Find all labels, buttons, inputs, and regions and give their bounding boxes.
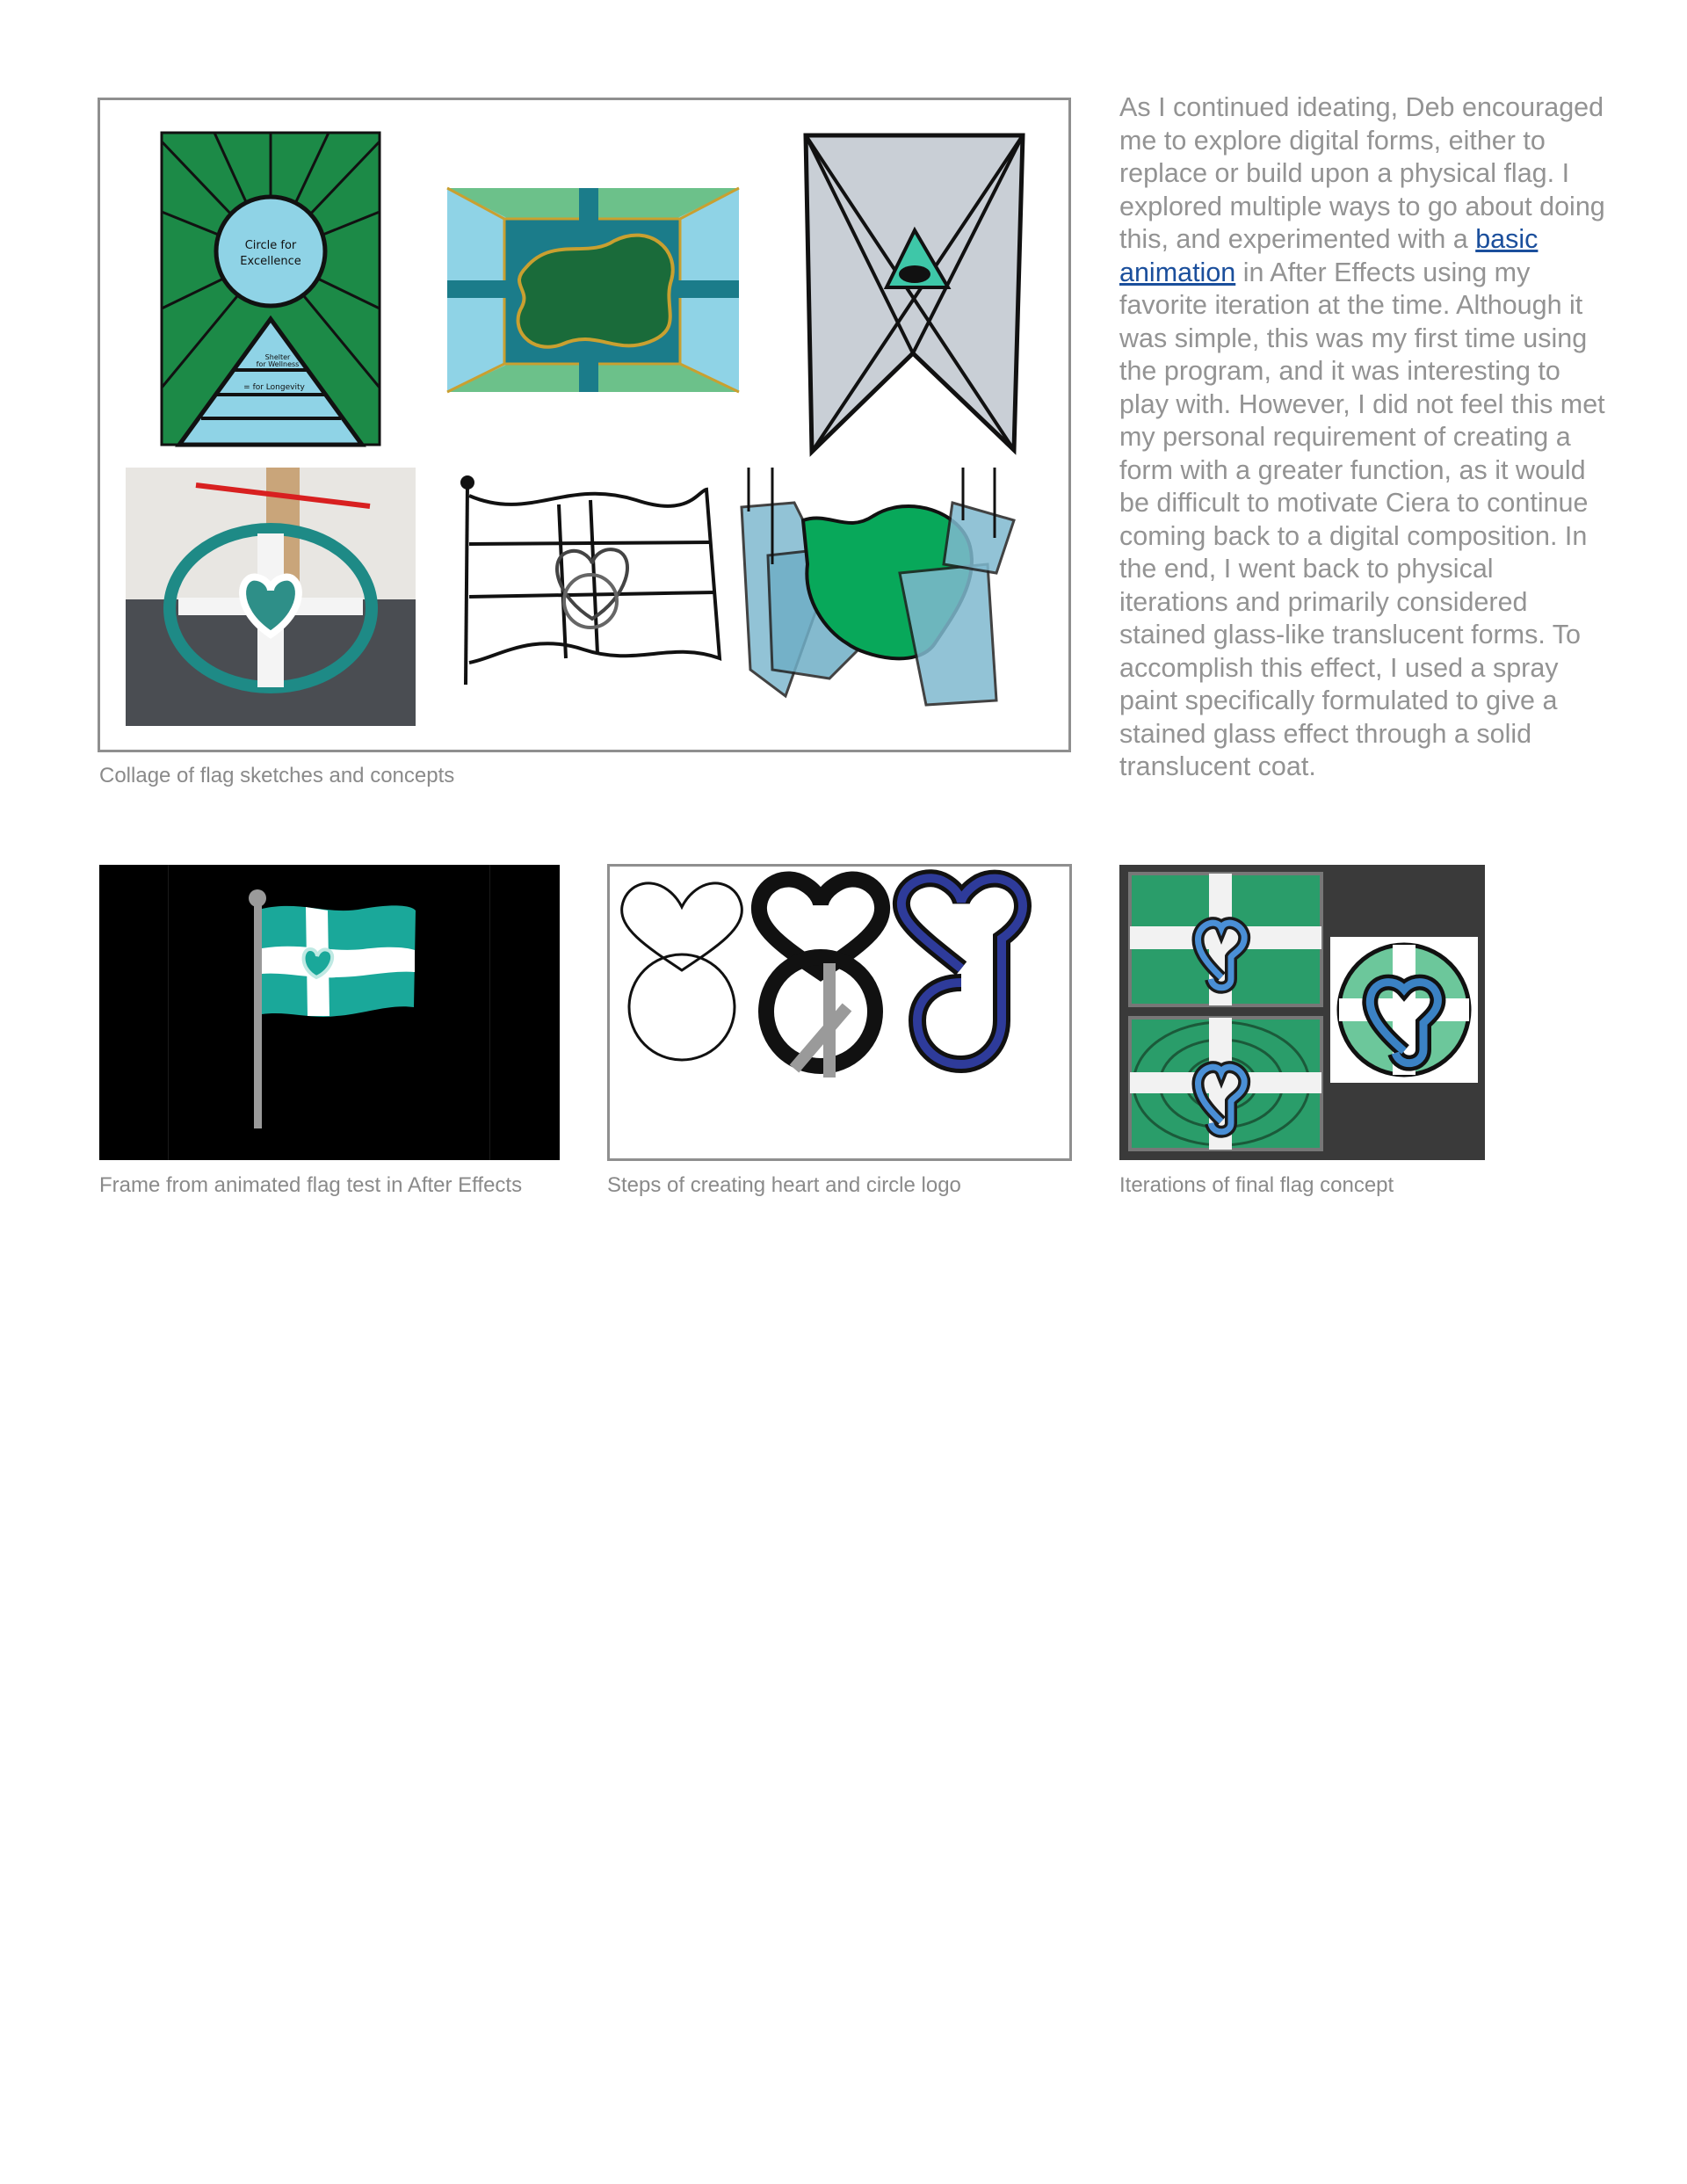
sketch-drawn-flag [462, 477, 720, 685]
photo-translucent-forms [733, 468, 1040, 731]
sketch-label-excellence: Excellence [240, 255, 301, 268]
collage-illustration [100, 100, 1068, 750]
animated-flag-figure [99, 865, 560, 1160]
basic-animation-link[interactable]: basic animation [1119, 224, 1539, 287]
final-flag-illustration [1119, 865, 1485, 1160]
paragraph-text-end: in After Effects using my favorite iteration at the time. Although it was simple, this was my first time using the program, and it was interesting to play with. However, I did not feel this met my personal requirement of creating a form with a greater function, as it would be difficult to motivate Ciera to continue coming back to a digital composition. In the end, I went back to physical iterations and primarily considered stained glass-like translucent forms. To accomplish this effect, I used a spray paint specifically formulated to give a stained glass effect through a solid translucent coat. [1119, 257, 1605, 781]
logo-steps-figure [607, 864, 1072, 1161]
logo-step-outline [622, 883, 742, 1060]
sketch-label-circle: Circle for [244, 239, 297, 252]
collage-caption: Collage of flag sketches and concepts [99, 764, 455, 787]
sketch-label-shelter: Shelter [264, 353, 291, 361]
photo-heart-sculpture [126, 468, 416, 726]
animation-caption: Frame from animated flag test in After Effects [99, 1173, 523, 1197]
logo-step-final [901, 878, 1023, 1064]
sketch-blob-square [447, 188, 739, 392]
sketch-label-wellness: for Wellness [256, 360, 300, 368]
final-flag-caption: Iterations of final flag concept [1119, 1173, 1394, 1197]
sketch-circle-triangle [162, 133, 380, 445]
logo-steps-caption: Steps of creating heart and circle logo [607, 1173, 961, 1197]
stained-glass-panel-bottom [1130, 1018, 1321, 1150]
sketch-gray-banner [806, 135, 1023, 452]
collage-figure [98, 98, 1071, 752]
logo-step-bold [759, 879, 882, 1077]
paragraph-text-start: As I continued ideating, Deb encouraged me to explore digital forms, either to replace or build upon a physical flag. I explored multiple ways to go about doing this, and experimented with a [1119, 92, 1605, 254]
animated-flag-illustration [99, 865, 560, 1160]
body-paragraph [1119, 91, 1607, 784]
final-flag-figure [1119, 865, 1485, 1160]
logo-steps-illustration [610, 867, 1069, 1158]
sketch-label-longevity: = for Longevity [243, 383, 305, 392]
stained-glass-panel-top [1130, 874, 1321, 1005]
circular-flag-logo [1330, 937, 1478, 1083]
